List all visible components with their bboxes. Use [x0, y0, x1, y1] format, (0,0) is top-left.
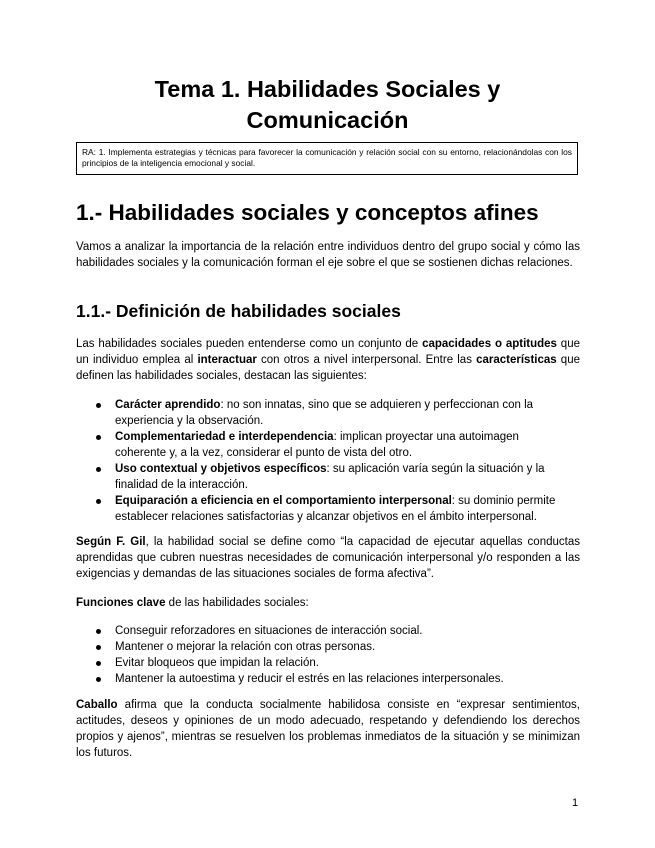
- caballo-author: Caballo: [76, 699, 118, 711]
- bullet-icon: [96, 645, 101, 650]
- title-line-1: Tema 1. Habilidades Sociales y: [154, 76, 501, 102]
- bullet-icon: [96, 661, 101, 666]
- bullet-icon: [96, 499, 101, 504]
- list-item: [76, 623, 566, 639]
- characteristic-term: Carácter aprendido: [115, 399, 221, 411]
- definition-paragraph: [76, 336, 580, 384]
- characteristic-term: Complementariedad e interdependencia: [115, 431, 334, 443]
- functions-text: de las habilidades sociales:: [165, 597, 309, 609]
- functions-list: [76, 623, 566, 687]
- characteristic-desc: : su dominio permite establecer relaciones satisfactorias y alcanzar objetivos en el ámbito interpersonal.: [115, 495, 556, 523]
- function-text: Mantener la autoestima y reducir el estrés en las relaciones interpersonales.: [115, 673, 504, 685]
- characteristic-desc: : no son innatas, sino que se adquieren y perfeccionan con la experiencia y la observación.: [115, 399, 534, 427]
- bullet-icon: [96, 629, 101, 634]
- list-item: [76, 493, 566, 525]
- section-1-1-heading: 1.1.- Definición de habilidades sociales: [76, 301, 401, 321]
- def-text-e: con otros a nivel interpersonal. Entre las: [256, 354, 477, 366]
- def-bold-caracteristicas: características: [476, 354, 557, 366]
- list-item: [76, 461, 566, 493]
- caballo-text: afirma que la conducta socialmente habilidosa consiste en “expresar sentimientos, actitudes, deseos y opiniones de un modo adecuado, respetando y defendiendo los derechos propios y ajenos”, mientras se resuelven los problemas inmediatos de la situación y se minimizan los futuros.: [76, 699, 580, 759]
- section-1-intro: Vamos a analizar la importancia de la relación entre individuos dentro del grupo social y cómo las habilidades sociales y la comunicación forman el eje sobre el que se sostienen dichas relaciones.: [76, 241, 580, 269]
- learning-outcome-text: RA: 1. Implementa estrategias y técnicas para favorecer la comunicación y relación social con su entorno, relacionándolas con los principios de la inteligencia emocional y social.: [82, 147, 572, 168]
- learning-outcome-box: [76, 142, 578, 175]
- def-text-a: Las habilidades sociales pueden entenderse como un conjunto de: [76, 338, 423, 350]
- functions-intro: [76, 595, 580, 611]
- document-title: [60, 74, 595, 136]
- list-item: [76, 639, 566, 655]
- def-text-c: que un individuo emplea al: [76, 338, 580, 366]
- list-item: [76, 397, 566, 429]
- def-bold-interactuar: interactuar: [197, 354, 257, 366]
- characteristics-list: [76, 397, 566, 525]
- list-item: [76, 671, 566, 687]
- bullet-icon: [96, 435, 101, 440]
- page-number: 1: [572, 797, 579, 809]
- caballo-paragraph: [76, 697, 580, 761]
- list-item: [76, 429, 566, 461]
- bullet-icon: [96, 677, 101, 682]
- function-text: Mantener o mejorar la relación con otras personas.: [115, 641, 376, 653]
- def-text-g: que definen las habilidades sociales, destacan las siguientes:: [76, 354, 580, 382]
- gil-definition-paragraph: [76, 534, 580, 582]
- gil-text: , la habilidad social se define como “la capacidad de ejecutar aquellas conductas aprendidas que cubren nuestras necesidades de comunicación interpersonal y/o responden a las exigencias y demandas de las situaciones sociales de forma afectiva”.: [76, 536, 580, 580]
- title-line-2: Comunicación: [246, 107, 409, 133]
- functions-bold: Funciones clave: [76, 597, 166, 609]
- def-bold-capacidades: capacidades o aptitudes: [422, 338, 557, 350]
- section-1-heading: 1.- Habilidades sociales y conceptos afines: [76, 200, 539, 225]
- function-text: Conseguir reforzadores en situaciones de interacción social.: [115, 625, 423, 637]
- bullet-icon: [96, 467, 101, 472]
- characteristic-desc: : su aplicación varía según la situación y la finalidad de la interacción.: [115, 463, 545, 491]
- gil-author: Según F. Gil: [76, 536, 146, 548]
- bullet-icon: [96, 403, 101, 408]
- characteristic-desc: : implican proyectar una autoimagen coherente y, a la vez, considerar el punto de vista del otro.: [115, 431, 519, 459]
- list-item: [76, 655, 566, 671]
- characteristic-term: Equiparación a eficiencia en el comportamiento interpersonal: [115, 495, 452, 507]
- characteristic-term: Uso contextual y objetivos específicos: [115, 463, 327, 475]
- function-text: Evitar bloqueos que impidan la relación.: [115, 657, 319, 669]
